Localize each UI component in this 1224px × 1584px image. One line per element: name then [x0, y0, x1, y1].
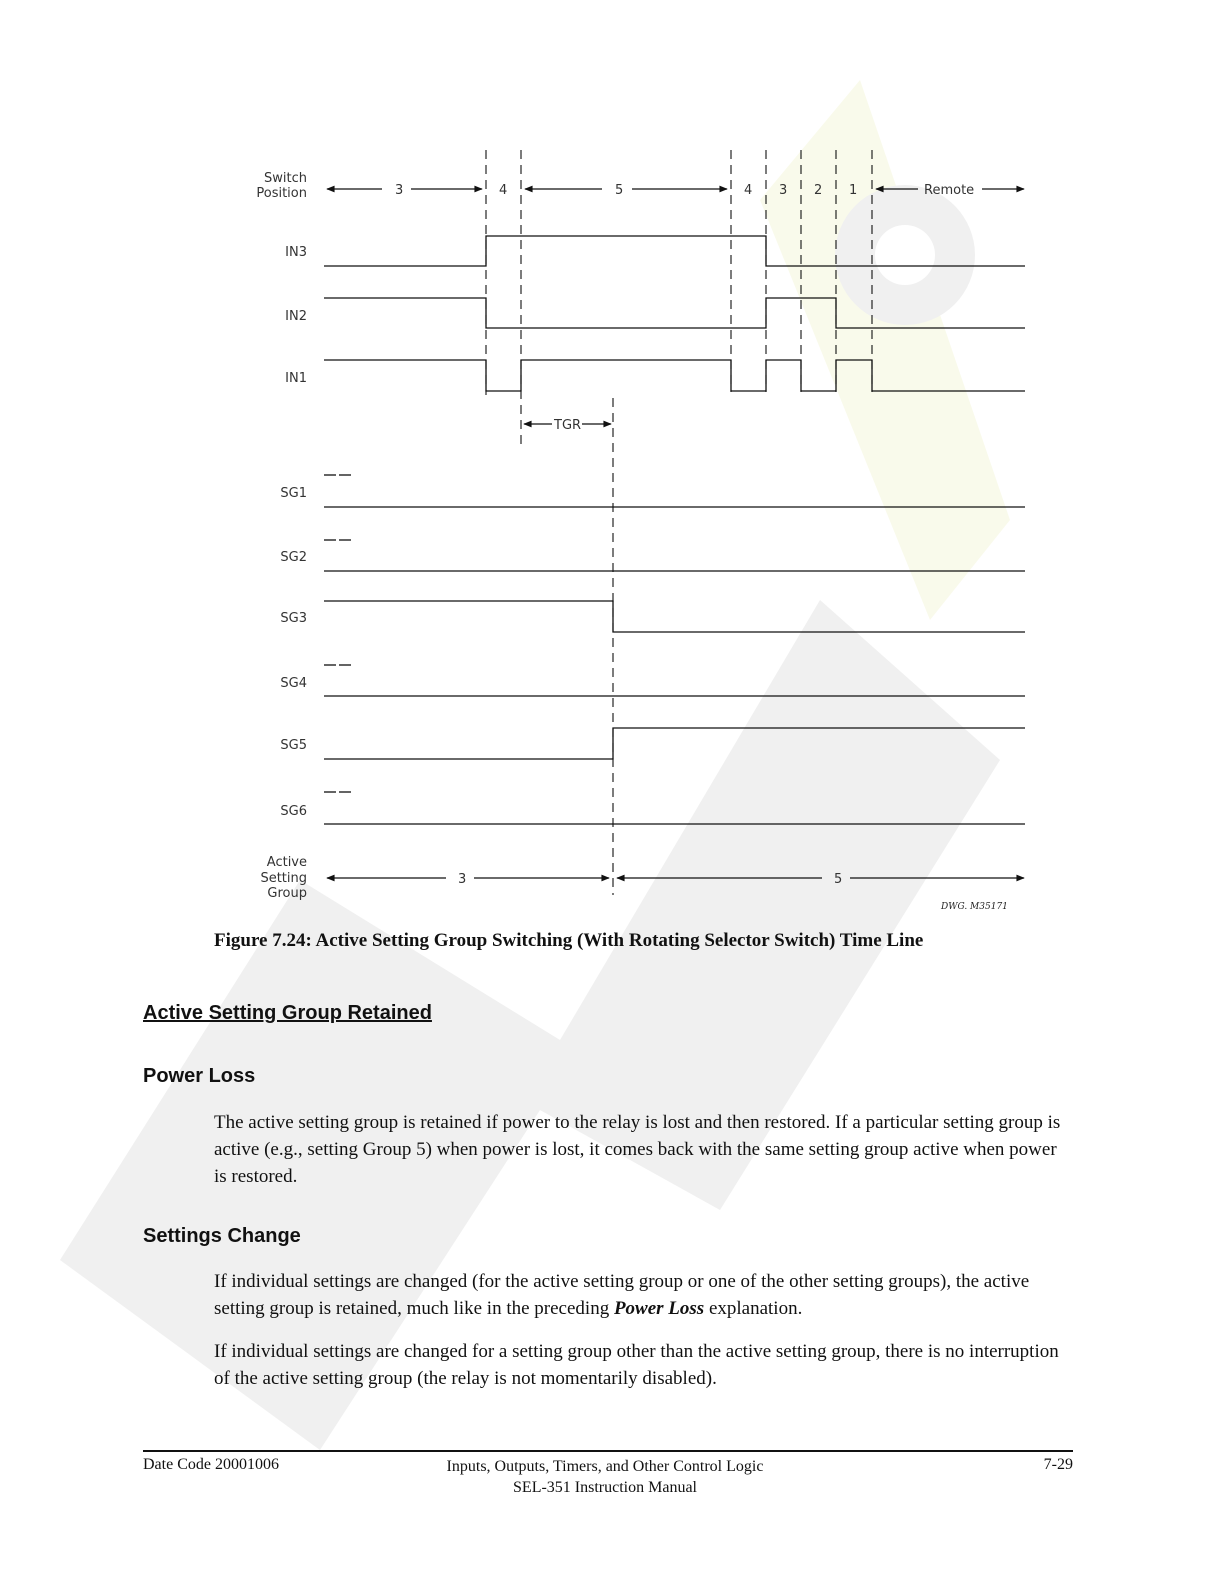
footer-rule [143, 1450, 1073, 1452]
in3-label: IN3 [285, 245, 307, 260]
sg6-label: SG6 [280, 804, 307, 819]
footer-manual: SEL-351 Instruction Manual [513, 1479, 697, 1496]
power-loss-heading: Power Loss [143, 1065, 256, 1087]
tgr-label: TGR [554, 418, 582, 433]
sg2-label: SG2 [280, 550, 307, 565]
in2-waveform [324, 298, 1025, 328]
sg5-label: SG5 [280, 738, 307, 753]
in2-label: IN2 [285, 309, 307, 324]
switch-position-label-line2: Position [256, 186, 307, 201]
active-group-label-line3: Group [267, 886, 307, 901]
drawing-number: DWG. M35171 [941, 902, 1008, 912]
power-loss-paragraph: The active setting group is retained if power to the relay is lost and then restored. If a particular setting group is active (e.g., setting Group 5) when power is lost, it comes back with the same setting group active when power is restored. [214, 1112, 1061, 1187]
in1-label: IN1 [285, 371, 307, 386]
sg5-waveform [324, 728, 1025, 759]
settings-change-heading: Settings Change [143, 1225, 301, 1247]
sg4-label: SG4 [280, 676, 307, 691]
power-loss-reference: Power Loss [613, 1298, 705, 1319]
position-label-remote: Remote [924, 183, 975, 198]
footer-date-code: Date Code 20001006 [143, 1456, 279, 1473]
settings-change-paragraph-1 [214, 1268, 1074, 1322]
position-label-2: 2 [814, 183, 823, 198]
settings-change-paragraph-2: If individual settings are changed for a setting group other than the active setting group, there is no interruption of the active setting group (the relay is not momentarily disabled). [214, 1341, 1059, 1389]
active-group-label-3: 3 [458, 872, 467, 887]
footer-center [340, 1456, 870, 1498]
active-group-label-line1: Active [266, 855, 307, 870]
position-label-4b: 4 [744, 183, 753, 198]
in3-waveform [324, 236, 1025, 266]
position-label-3b: 3 [779, 183, 788, 198]
position-label-1: 1 [849, 183, 858, 198]
active-group-label-line2: Setting [260, 871, 307, 886]
position-label-4a: 4 [499, 183, 508, 198]
sg1-label: SG1 [280, 486, 307, 501]
position-label-5: 5 [615, 183, 624, 198]
settings-change-paragraph-1-text: If individual settings are changed (for the active setting group or one of the other setting groups), the active setting group is retained, much like in the preceding [214, 1271, 1030, 1319]
figure-caption: Figure 7.24: Active Setting Group Switching (With Rotating Selector Switch) Time Line [214, 930, 924, 951]
sg3-waveform [324, 601, 1025, 632]
sg3-label: SG3 [280, 611, 307, 626]
footer-page-number: 7-29 [1043, 1456, 1073, 1473]
switch-position-label-line1: Switch [264, 171, 307, 186]
footer-chapter: Inputs, Outputs, Timers, and Other Control Logic [446, 1458, 764, 1475]
section-title: Active Setting Group Retained [143, 1002, 432, 1024]
in1-waveform [324, 360, 1025, 391]
position-label-3: 3 [395, 183, 404, 198]
active-group-label-5: 5 [834, 872, 843, 887]
settings-change-paragraph-1-tail: explanation. [704, 1298, 803, 1319]
